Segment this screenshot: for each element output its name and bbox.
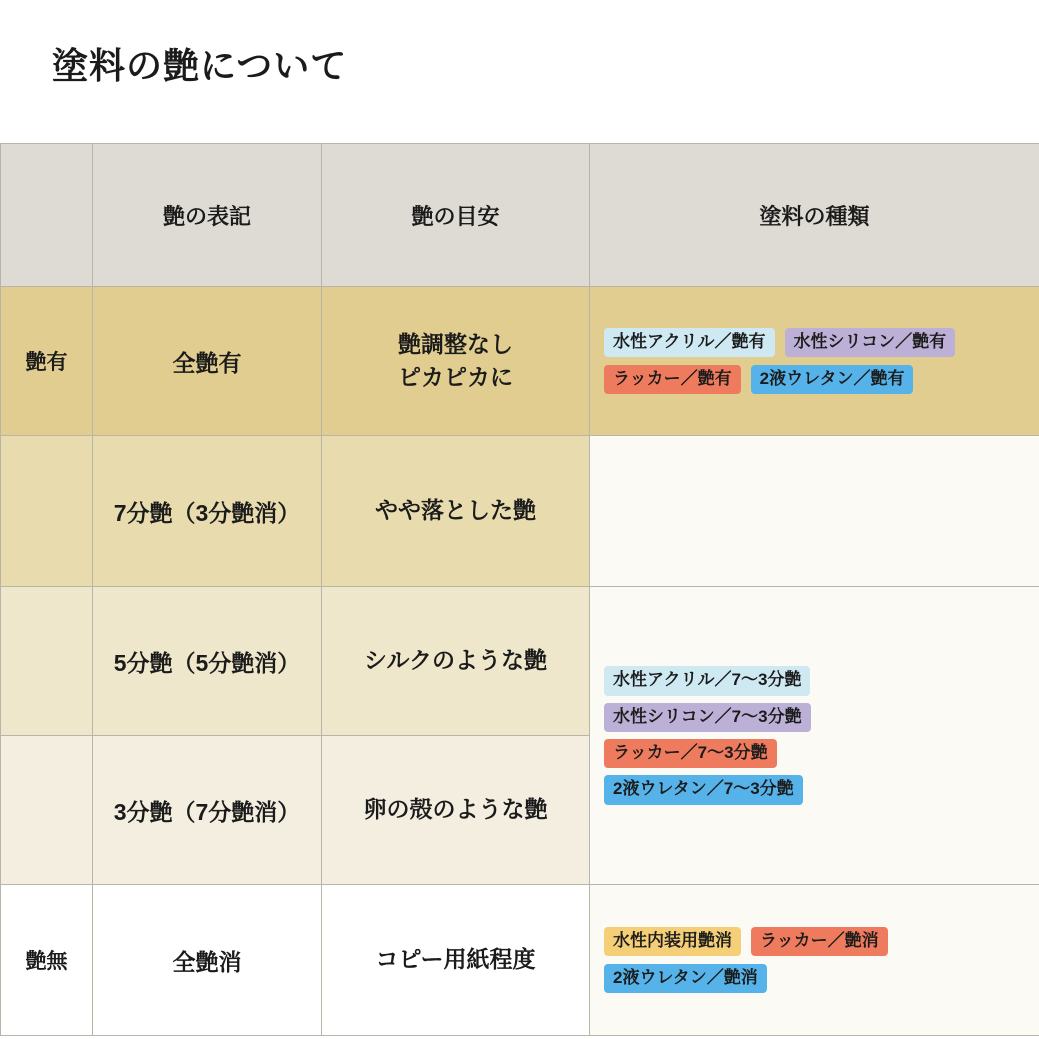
table-row [1, 587, 1039, 736]
table-header [1, 144, 1039, 287]
guide-cell [322, 436, 590, 587]
paint-tag: 水性アクリル／7〜3分艶 [604, 666, 810, 695]
guide-cell [322, 587, 590, 736]
paint-tag: 2液ウレタン／7〜3分艶 [604, 775, 803, 804]
gloss-table [0, 143, 1039, 1036]
paint-tag: 水性アクリル／艶有 [604, 328, 775, 357]
page-title: 塗料の艶について [52, 45, 348, 86]
name-cell: 5分艶（5分艶消） [93, 587, 322, 736]
category-cell-empty [1, 736, 93, 885]
header-cell-guide: 艶の目安 [322, 144, 590, 287]
tag-group [590, 913, 1039, 1008]
guide-line: 卵の殻のような艶 [363, 796, 548, 823]
header-cell-category [1, 144, 93, 287]
guide-cell [322, 736, 590, 885]
paint-tag: 水性内装用艶消 [604, 927, 741, 956]
category-cell-empty [1, 587, 93, 736]
paint-tag: 2液ウレタン／艶消 [604, 964, 767, 993]
table-header-row [1, 144, 1039, 287]
name-cell: 全艶消 [93, 885, 322, 1036]
guide-cell [322, 287, 590, 436]
paint-tag: 2液ウレタン／艶有 [751, 365, 914, 394]
header-cell-types: 塗料の種類 [590, 144, 1039, 287]
paint-tag: 水性シリコン／艶有 [785, 328, 956, 357]
guide-line: やや落とした艶 [375, 497, 536, 524]
paint-tag: ラッカー／艶有 [604, 365, 741, 394]
table-body [1, 287, 1039, 1036]
paint-tag: 水性シリコン／7〜3分艶 [604, 703, 811, 732]
guide-cell [322, 885, 590, 1036]
paint-tag: ラッカー／艶消 [751, 927, 888, 956]
table-row [1, 287, 1039, 436]
header-cell-name: 艶の表記 [93, 144, 322, 287]
types-cell [590, 885, 1039, 1036]
types-cell-empty [590, 436, 1039, 587]
table-row [1, 885, 1039, 1036]
paint-tag: ラッカー／7〜3分艶 [604, 739, 777, 768]
guide-line: コピー用紙程度 [375, 946, 536, 973]
category-cell-empty [1, 436, 93, 587]
guide-line: 艶調整なし [398, 330, 513, 357]
category-cell-matte: 艶無 [1, 885, 93, 1036]
guide-line: シルクのような艶 [364, 647, 547, 674]
tag-group [590, 654, 1039, 817]
name-cell: 3分艶（7分艶消） [93, 736, 322, 885]
table-row [1, 436, 1039, 587]
category-cell-gloss: 艶有 [1, 287, 93, 436]
name-cell: 全艶有 [93, 287, 322, 436]
types-cell [590, 287, 1039, 436]
guide-line: ピカピカに [398, 364, 513, 390]
tag-group [590, 314, 1039, 409]
types-cell [590, 587, 1039, 885]
name-cell: 7分艶（3分艶消） [93, 436, 322, 587]
